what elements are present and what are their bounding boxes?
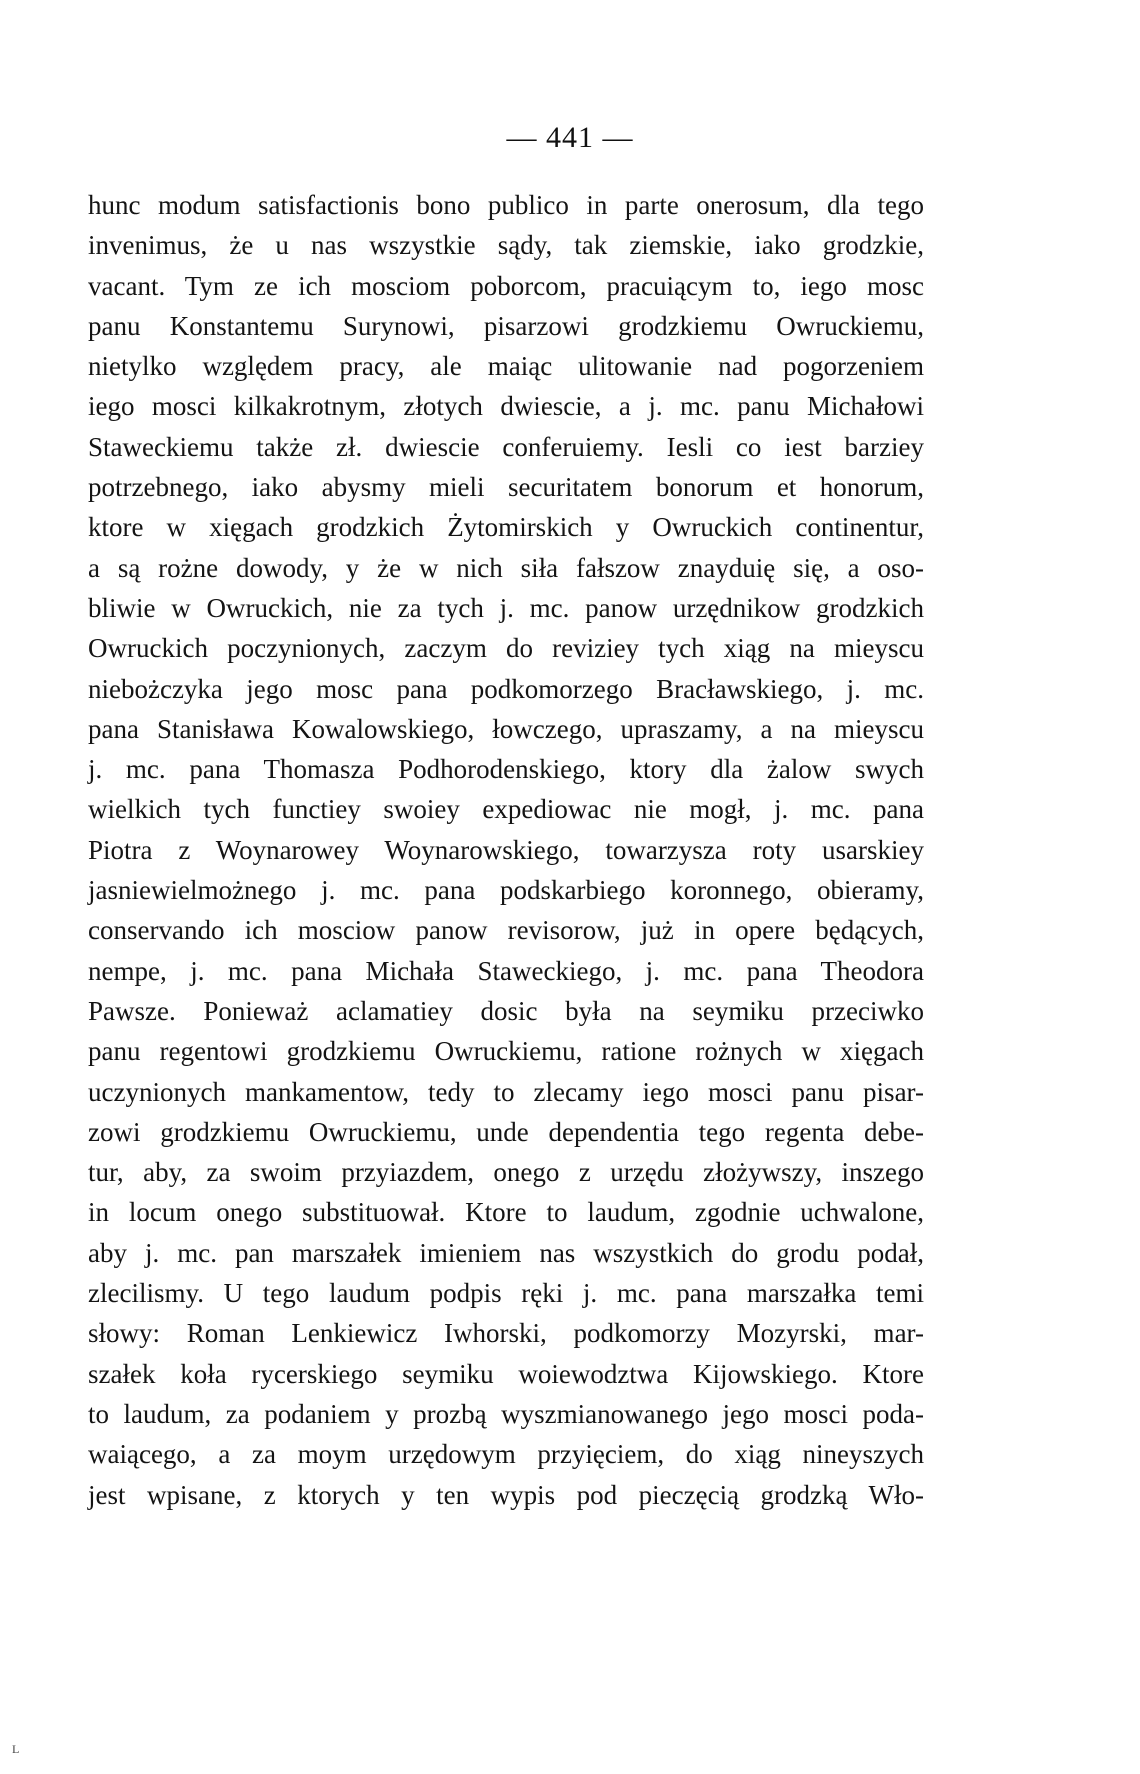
text-line: to laudum, za podaniem y prozbą wyszmianowanego jego mosci poda- — [88, 1398, 924, 1429]
text-line: niebożczyka jego mosc pana podkomorzego Bracławskiego, j. mc. — [88, 673, 924, 704]
text-line: nietylko względem pracy, ale maiąc ulitowanie nad pogorzeniem — [88, 351, 924, 382]
text-line: potrzebnego, iako abysmy mieli securitatem bonorum et honorum, — [88, 472, 924, 503]
text-line: zlecilismy. U tego laudum podpis ręki j. mc. pana marszałka temi — [88, 1278, 924, 1309]
text-line: vacant. Tym ze ich mosciom poborcom, pracuiącym to, iego mosc — [88, 270, 924, 301]
text-line: ktore w xięgach grodzkich Żytomirskich y Owruckich continentur, — [88, 512, 924, 543]
text-line: tur, aby, za swoim przyiazdem, onego z urzędu złożywszy, inszego — [88, 1157, 924, 1188]
text-line: jest wpisane, z ktorych y ten wypis pod pieczęcią grodzką Wło- — [88, 1479, 924, 1510]
text-line: nempe, j. mc. pana Michała Staweckiego, j. mc. pana Theodora — [88, 955, 924, 986]
text-line: panu Konstantemu Surynowi, pisarzowi grodzkiemu Owruckiemu, — [88, 310, 924, 341]
text-line: uczynionych mankamentow, tedy to zlecamy iego mosci panu pisar- — [88, 1076, 924, 1107]
text-line: jasniewielmożnego j. mc. pana podskarbiego koronnego, obieramy, — [88, 875, 924, 906]
page-number: — 441 — — [506, 121, 634, 154]
body-text — [88, 185, 924, 1515]
text-line: Owruckich poczynionych, zaczym do reviziey tych xiąg na mieyscu — [88, 633, 924, 664]
text-line: wielkich tych functiey swoiey expediowac nie mogł, j. mc. pana — [88, 794, 924, 825]
text-line: zowi grodzkiemu Owruckiemu, unde dependentia tego regenta debe- — [88, 1116, 924, 1147]
text-line: szałek koła rycerskiego seymiku woiewodztwa Kijowskiego. Ktore — [88, 1358, 924, 1389]
text-line: conservando ich mosciow panow revisorow, już in opere będących, — [88, 915, 924, 946]
text-line: panu regentowi grodzkiemu Owruckiemu, ratione rożnych w xięgach — [88, 1036, 924, 1067]
text-line: Piotra z Woynarowey Woynarowskiego, towarzysza roty usarskiey — [88, 834, 924, 865]
text-line: j. mc. pana Thomasza Podhorodenskiego, ktory dla żalow swych — [88, 754, 924, 785]
text-line: Pawsze. Ponieważ aclamatiey dosic była na seymiku przeciwko — [88, 995, 924, 1026]
text-line: iego mosci kilkakrotnym, złotych dwiescie, a j. mc. panu Michałowi — [88, 391, 924, 422]
text-line: invenimus, że u nas wszystkie sądy, tak ziemskie, iako grodzkie, — [88, 230, 924, 261]
text-line: słowy: Roman Lenkiewicz Iwhorski, podkomorzy Mozyrski, mar- — [88, 1318, 924, 1349]
text-line: waiącego, a za moym urzędowym przyięciem, do xiąg nineyszych — [88, 1439, 924, 1470]
text-line: bliwie w Owruckich, nie za tych j. mc. panow urzędnikow grodzkich — [88, 592, 924, 623]
text-line: hunc modum satisfactionis bono publico in parte onerosum, dla tego — [88, 190, 924, 220]
text-line: pana Stanisława Kowalowskiego, łowczego, upraszamy, a na mieyscu — [88, 713, 924, 744]
text-line: in locum onego substituował. Ktore to laudum, zgodnie uchwalone, — [88, 1197, 924, 1228]
text-line: aby j. mc. pan marszałek imieniem nas wszystkich do grodu podał, — [88, 1237, 924, 1268]
text-line: a są rożne dowody, y że w nich siła fałszow znayduię się, a oso- — [88, 552, 924, 583]
text-line: Staweckiemu także zł. dwiescie conferuiemy. Iesli co iest barziey — [88, 431, 924, 462]
corner-mark: L — [12, 1742, 20, 1756]
